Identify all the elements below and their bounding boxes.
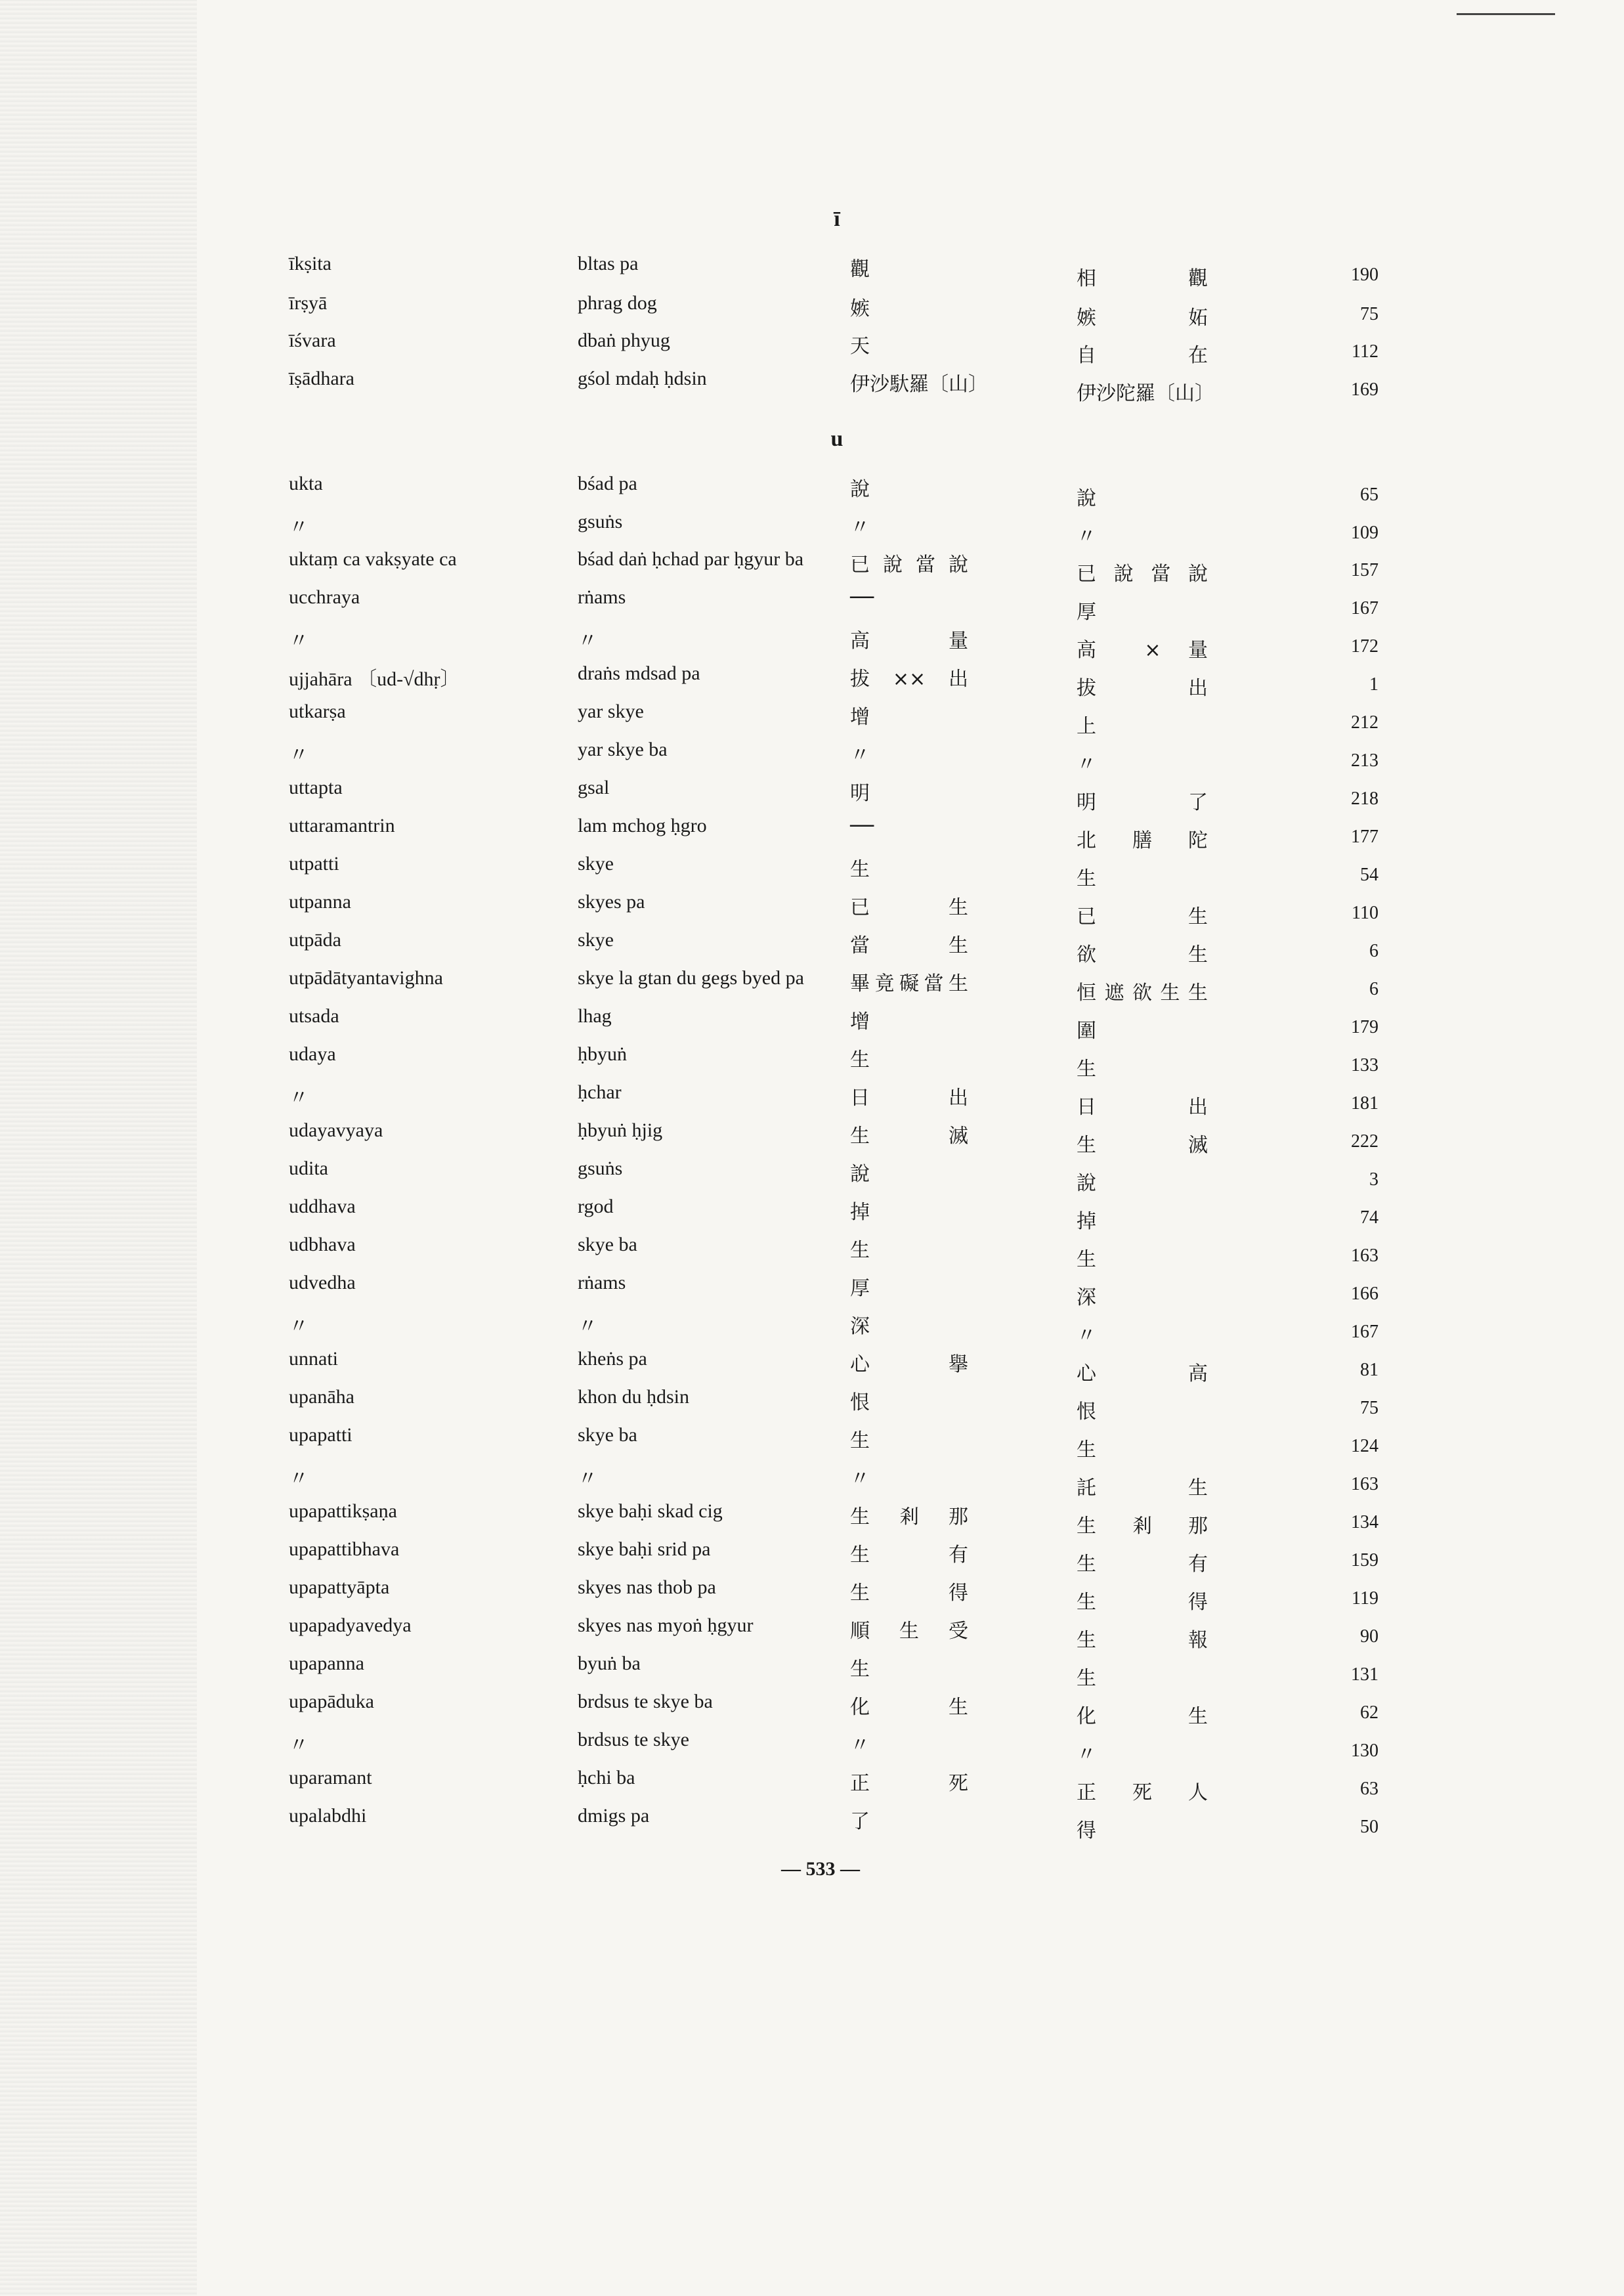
chinese-translation-2: 〃 (1077, 525, 1096, 548)
sanskrit-term: ujjahāra 〔ud-√dhṛ〕 (289, 668, 460, 690)
tibetan-term: ḥbyuṅ (578, 1043, 627, 1065)
page-reference: 190 (1351, 265, 1378, 285)
page-reference: 222 (1351, 1131, 1378, 1152)
chinese-translation-2: 生 滅 (1077, 1134, 1208, 1157)
tibetan-term: lhag (578, 1005, 612, 1027)
page-reference: 134 (1351, 1512, 1378, 1532)
sanskrit-term: īrṣyā (289, 292, 328, 314)
page-reference: 159 (1351, 1550, 1378, 1570)
page-reference: 167 (1351, 598, 1378, 618)
sanskrit-term: uktaṃ ca vakṣyate ca (289, 548, 457, 570)
chinese-translation-2: 日 出 (1077, 1096, 1208, 1119)
chinese-translation-1: 生 (850, 1429, 870, 1452)
chinese-translation-2: 生 得 (1077, 1591, 1208, 1614)
sanskrit-term: udita (289, 1158, 328, 1179)
sanskrit-term: udayavyaya (289, 1119, 383, 1141)
chinese-translation-1: 說 (850, 1163, 870, 1186)
chinese-translation-1: 天 (850, 335, 870, 358)
sanskrit-term: īkṣita (289, 253, 331, 274)
chinese-translation-2: 已說當說 (1077, 563, 1208, 586)
dictionary-entry (0, 967, 1624, 1005)
chinese-translation-1: 生 (850, 858, 870, 881)
chinese-translation-1: 生 滅 (850, 1125, 968, 1148)
chinese-translation-1: 順生受 (850, 1620, 968, 1643)
chinese-translation-2: 〃 (1077, 1324, 1096, 1347)
tibetan-term: bltas pa (578, 253, 639, 274)
page-reference: 166 (1351, 1284, 1378, 1304)
chinese-translation-1: 伊沙馱羅〔山〕 (850, 373, 988, 396)
page-reference: 1 (1369, 674, 1378, 695)
page-reference: 75 (1360, 304, 1378, 324)
chinese-translation-1: 心 擧 (850, 1353, 968, 1376)
dictionary-entry (0, 586, 1624, 624)
sanskrit-term: utpāda (289, 929, 341, 951)
page-reference: 3 (1369, 1169, 1378, 1190)
page-reference: 109 (1351, 523, 1378, 543)
dictionary-entry (0, 1576, 1624, 1614)
chinese-translation-2: 說 (1077, 487, 1096, 510)
sanskrit-term: upapattibhava (289, 1538, 400, 1560)
chinese-translation-2: 化 生 (1077, 1705, 1208, 1728)
page-reference: 124 (1351, 1436, 1378, 1456)
tibetan-term: rṅams (578, 1272, 626, 1293)
sanskrit-term: ucchraya (289, 586, 360, 608)
tibetan-term: skyes pa (578, 891, 645, 913)
dictionary-entry (0, 1196, 1624, 1234)
dictionary-entry (0, 891, 1624, 929)
chinese-translation-2: 生 (1077, 1667, 1096, 1690)
sanskrit-term: 〃 (289, 1735, 309, 1756)
sanskrit-term: upapadyavedya (289, 1614, 412, 1636)
chinese-translation-2: 相 觀 (1077, 267, 1208, 290)
tibetan-term: rgod (578, 1196, 614, 1217)
page-reference: 90 (1360, 1626, 1378, 1647)
sanskrit-term: īśvara (289, 330, 336, 351)
chinese-translation-2: 深 (1077, 1286, 1096, 1309)
tibetan-term: gśol mdaḥ ḥdsin (578, 368, 707, 389)
chinese-translation-2: 上 (1077, 715, 1096, 738)
chinese-translation-1: 生 (850, 1239, 870, 1262)
dictionary-entry (0, 1310, 1624, 1348)
tibetan-term: 〃 (578, 1316, 597, 1337)
page-reference: 50 (1360, 1817, 1378, 1837)
dictionary-entry (0, 292, 1624, 330)
tibetan-term: bśad daṅ ḥchad par ḥgyur ba (578, 548, 804, 570)
sanskrit-term: utpanna (289, 891, 351, 913)
chinese-translation-2: 託 生 (1077, 1477, 1208, 1500)
page-reference: 172 (1351, 636, 1378, 657)
chinese-translation-1: 已說當說 (850, 553, 968, 576)
chinese-translation-2: 生 (1077, 1439, 1096, 1462)
chinese-translation-2: 〃 (1077, 1743, 1096, 1766)
dictionary-entry (0, 253, 1624, 291)
tibetan-term: yar skye (578, 701, 644, 722)
tibetan-term: gsuṅs (578, 511, 623, 532)
chinese-translation-1: 厚 (850, 1277, 870, 1300)
chinese-translation-1: 〃 (850, 1467, 870, 1490)
page-reference: 169 (1351, 379, 1378, 400)
chinese-translation-1: 拔××出 (850, 668, 968, 691)
tibetan-term: skye baḥi skad cig (578, 1500, 723, 1522)
chinese-translation-1: 高 量 (850, 630, 968, 653)
sanskrit-term: upapatti (289, 1424, 353, 1446)
sanskrit-term: īṣādhara (289, 368, 354, 389)
dictionary-entry (0, 368, 1624, 406)
sanskrit-term: upapattyāpta (289, 1576, 390, 1598)
tibetan-term: skye ba (578, 1234, 637, 1255)
page-reference: 213 (1351, 750, 1378, 771)
chinese-translation-2: 高 × 量 (1077, 639, 1208, 662)
dictionary-entry (0, 1729, 1624, 1767)
dictionary-entry (0, 511, 1624, 549)
chinese-translation-2: 北膳陀 (1077, 829, 1208, 852)
chinese-translation-1: ── (850, 815, 874, 838)
dictionary-entry (0, 1272, 1624, 1310)
sanskrit-term: uparamant (289, 1767, 372, 1788)
sanskrit-term: uttapta (289, 777, 343, 798)
page-number: — 533 — (781, 1858, 860, 1880)
chinese-translation-2: 明 了 (1077, 791, 1208, 814)
sanskrit-term: 〃 (289, 1468, 309, 1490)
sanskrit-term: 〃 (289, 517, 309, 538)
sanskrit-term: 〃 (289, 1316, 309, 1337)
chinese-translation-2: 生 (1077, 1248, 1096, 1271)
tibetan-term: 〃 (578, 1468, 597, 1490)
chinese-translation-2: 伊沙陀羅〔山〕 (1077, 382, 1214, 405)
dictionary-entry (0, 473, 1624, 511)
chinese-translation-1: 生 (850, 1049, 870, 1072)
tibetan-term: rṅams (578, 586, 626, 608)
tibetan-term: kheṅs pa (578, 1348, 647, 1370)
chinese-translation-1: 說 (850, 478, 870, 501)
tibetan-term: dmigs pa (578, 1805, 650, 1827)
chinese-translation-2: 說 (1077, 1172, 1096, 1195)
chinese-translation-1: ── (850, 586, 874, 609)
chinese-translation-2: 生剎那 (1077, 1515, 1208, 1538)
page-reference: 112 (1352, 341, 1378, 362)
page-reference: 212 (1351, 712, 1378, 733)
page-reference: 54 (1360, 865, 1378, 885)
sanskrit-term: uddhava (289, 1196, 356, 1217)
dictionary-entry (0, 1081, 1624, 1119)
sanskrit-term: utpatti (289, 853, 339, 875)
dictionary-entry (0, 1653, 1624, 1691)
chinese-translation-1: 畢竟礙當生 (850, 972, 968, 995)
tibetan-term: skye baḥi srid pa (578, 1538, 711, 1560)
sanskrit-term: upanāha (289, 1386, 354, 1408)
page-reference: 65 (1360, 485, 1378, 505)
sanskrit-term: ukta (289, 473, 323, 494)
page-reference: 163 (1351, 1474, 1378, 1494)
dictionary-entry (0, 1119, 1624, 1158)
dictionary-entry (0, 1500, 1624, 1538)
tibetan-term: khon du ḥdsin (578, 1386, 690, 1408)
chinese-translation-1: 深 (850, 1315, 870, 1338)
page-reference: 110 (1352, 903, 1378, 923)
sanskrit-term: upalabdhi (289, 1805, 367, 1827)
page-reference: 167 (1351, 1322, 1378, 1342)
tibetan-term: brdsus te skye ba (578, 1691, 713, 1712)
section-heading: ī (834, 207, 840, 231)
tibetan-term: gsal (578, 777, 610, 798)
chinese-translation-2: 生 有 (1077, 1553, 1208, 1576)
tibetan-term: 〃 (578, 630, 597, 652)
tibetan-term: ḥbyuṅ ḥjig (578, 1119, 663, 1141)
section-heading: u (830, 427, 844, 451)
chinese-translation-2: 嫉 妬 (1077, 307, 1208, 330)
sanskrit-term: upapanna (289, 1653, 364, 1674)
chinese-translation-2: 已 生 (1077, 905, 1208, 928)
chinese-translation-2: 正死人 (1077, 1781, 1208, 1804)
chinese-translation-2: 拔 出 (1077, 677, 1208, 700)
tibetan-term: skyes nas myoṅ ḥgyur (578, 1614, 754, 1636)
dictionary-entry (0, 701, 1624, 739)
chinese-translation-2: 掉 (1077, 1210, 1096, 1233)
dictionary-entry (0, 777, 1624, 815)
dictionary-entry (0, 1386, 1624, 1424)
chinese-translation-1: 增 (850, 706, 870, 729)
dictionary-entry (0, 662, 1624, 701)
page-reference: 81 (1360, 1360, 1378, 1380)
chinese-translation-1: 觀 (850, 258, 870, 281)
tibetan-term: lam mchog ḥgro (578, 815, 707, 836)
chinese-translation-2: 心 高 (1077, 1362, 1208, 1385)
tibetan-term: skye (578, 929, 614, 951)
tibetan-term: bśad pa (578, 473, 637, 494)
chinese-translation-2: 生 (1077, 1058, 1096, 1081)
page-reference: 62 (1360, 1702, 1378, 1723)
dictionary-entry (0, 1691, 1624, 1729)
chinese-translation-1: 〃 (850, 1734, 870, 1757)
sanskrit-term: utkarṣa (289, 701, 346, 722)
chinese-translation-1: 嫉 (850, 297, 870, 320)
chinese-translation-1: 已 生 (850, 896, 968, 919)
page-reference: 130 (1351, 1741, 1378, 1761)
page-reference: 6 (1369, 941, 1378, 961)
tibetan-term: yar skye ba (578, 739, 668, 760)
sanskrit-term: 〃 (289, 1087, 309, 1109)
chinese-translation-1: 生 (850, 1658, 870, 1681)
sanskrit-term: udaya (289, 1043, 336, 1065)
tibetan-term: skye la gtan du gegs byed pa (578, 967, 804, 989)
chinese-translation-2: 生 (1077, 867, 1096, 890)
sanskrit-term: utsada (289, 1005, 339, 1027)
tibetan-term: skyes nas thob pa (578, 1576, 716, 1598)
dictionary-entry (0, 1005, 1624, 1043)
page-reference: 157 (1351, 560, 1378, 580)
dictionary-entry (0, 1462, 1624, 1500)
chinese-translation-1: 日 出 (850, 1087, 968, 1110)
chinese-translation-1: 生剎那 (850, 1505, 968, 1528)
page-reference: 163 (1351, 1245, 1378, 1266)
chinese-translation-1: 化 生 (850, 1696, 968, 1719)
chinese-translation-2: 厚 (1077, 601, 1096, 624)
dictionary-entry (0, 739, 1624, 777)
chinese-translation-2: 恨 (1077, 1400, 1096, 1423)
sanskrit-term: udbhava (289, 1234, 356, 1255)
dictionary-entry (0, 1424, 1624, 1462)
dictionary-entry (0, 1348, 1624, 1386)
sanskrit-term: uttaramantrin (289, 815, 395, 836)
sanskrit-term: udvedha (289, 1272, 356, 1293)
sanskrit-term: 〃 (289, 745, 309, 766)
dictionary-entry (0, 1767, 1624, 1805)
chinese-translation-2: 圍 (1077, 1020, 1096, 1043)
chinese-translation-1: 〃 (850, 744, 870, 767)
chinese-translation-1: 明 (850, 782, 870, 805)
tibetan-term: skye (578, 853, 614, 875)
sanskrit-term: upapāduka (289, 1691, 374, 1712)
page-reference: 133 (1351, 1055, 1378, 1075)
chinese-translation-2: 〃 (1077, 753, 1096, 776)
tibetan-term: draṅs mdsad pa (578, 662, 700, 684)
sanskrit-term: 〃 (289, 630, 309, 652)
chinese-translation-1: 生 有 (850, 1544, 968, 1567)
dictionary-entry (0, 548, 1624, 586)
sanskrit-term: upapattikṣaṇa (289, 1500, 397, 1522)
chinese-translation-2: 生 報 (1077, 1629, 1208, 1652)
chinese-translation-1: 增 (850, 1010, 870, 1033)
dictionary-entry (0, 330, 1624, 368)
tibetan-term: gsuṅs (578, 1158, 623, 1179)
dictionary-entry (0, 1158, 1624, 1196)
page-reference: 131 (1351, 1664, 1378, 1685)
tibetan-term: ḥchar (578, 1081, 622, 1103)
dictionary-entry (0, 853, 1624, 891)
dictionary-entry (0, 929, 1624, 967)
page-reference: 177 (1351, 827, 1378, 847)
page-reference: 119 (1352, 1588, 1378, 1609)
chinese-translation-1: 當 生 (850, 934, 968, 957)
page-reference: 6 (1369, 979, 1378, 999)
page-reference: 218 (1351, 789, 1378, 809)
chinese-translation-1: 〃 (850, 516, 870, 539)
tibetan-term: ḥchi ba (578, 1767, 635, 1788)
sanskrit-term: unnati (289, 1348, 338, 1370)
dictionary-entry (0, 1614, 1624, 1653)
tibetan-term: dbaṅ phyug (578, 330, 670, 351)
tibetan-term: brdsus te skye (578, 1729, 689, 1750)
top-rule-line (1457, 13, 1555, 15)
dictionary-entry (0, 1805, 1624, 1843)
dictionary-entry (0, 1538, 1624, 1576)
chinese-translation-1: 恨 (850, 1391, 870, 1414)
chinese-translation-2: 恒遮欲生生 (1077, 982, 1208, 1005)
dictionary-entry (0, 815, 1624, 853)
chinese-translation-1: 了 (850, 1810, 870, 1833)
tibetan-term: skye ba (578, 1424, 637, 1446)
sanskrit-term: utpādātyantavighna (289, 967, 443, 989)
page-reference: 75 (1360, 1398, 1378, 1418)
page-reference: 63 (1360, 1779, 1378, 1799)
dictionary-entry (0, 624, 1624, 662)
chinese-translation-1: 正 死 (850, 1772, 968, 1795)
page-reference: 74 (1360, 1207, 1378, 1228)
page-reference: 179 (1351, 1017, 1378, 1037)
chinese-translation-2: 得 (1077, 1819, 1096, 1842)
page-reference: 181 (1351, 1093, 1378, 1114)
chinese-translation-2: 自 在 (1077, 344, 1208, 367)
dictionary-entry (0, 1043, 1624, 1081)
chinese-translation-2: 欲 生 (1077, 943, 1208, 966)
dictionary-entry (0, 1234, 1624, 1272)
tibetan-term: byuṅ ba (578, 1653, 641, 1674)
chinese-translation-1: 掉 (850, 1201, 870, 1224)
chinese-translation-1: 生 得 (850, 1582, 968, 1605)
tibetan-term: phrag dog (578, 292, 657, 314)
